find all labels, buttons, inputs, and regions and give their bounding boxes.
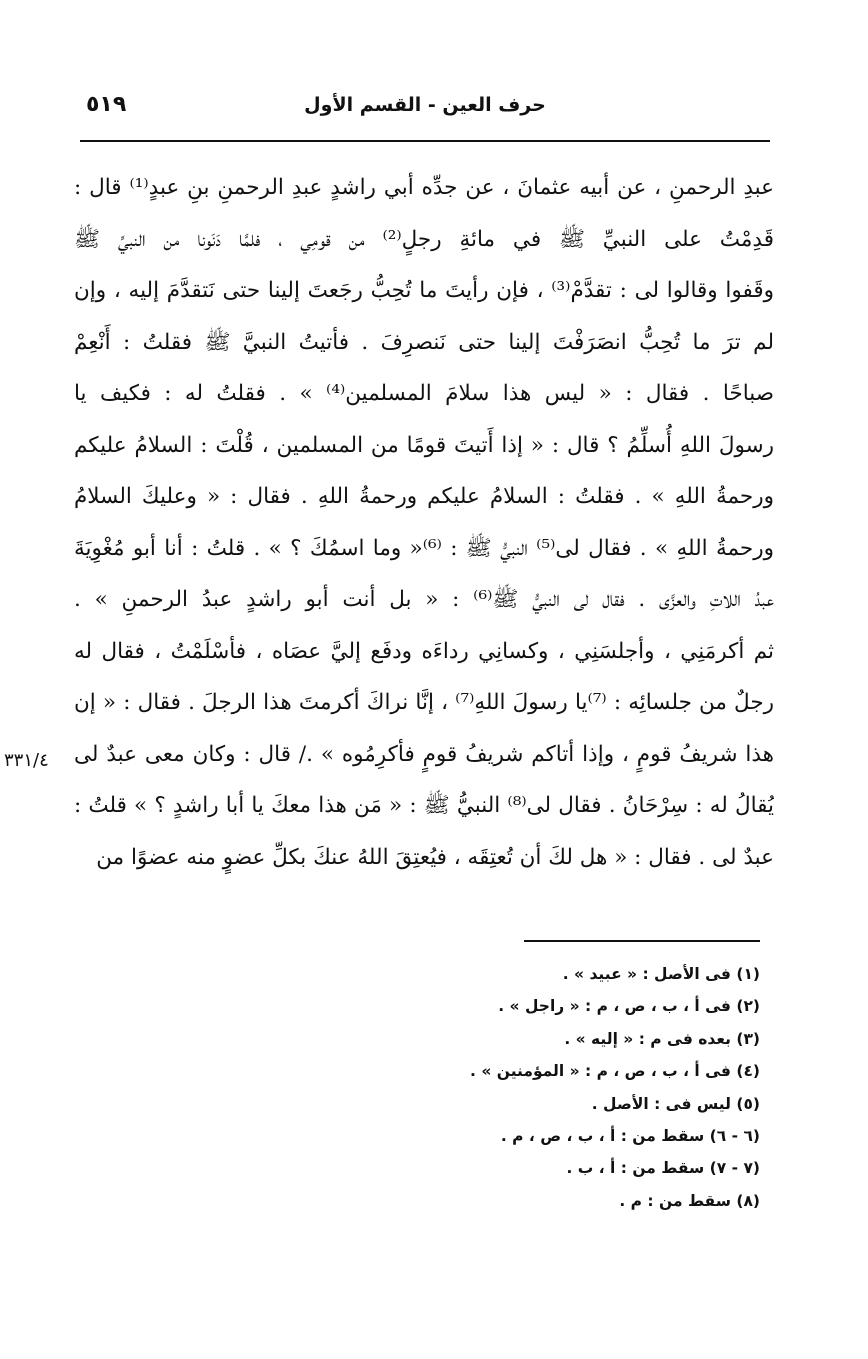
footnote-6: (٦ - ٦) سقط من : أ ، ب ، ص ، م . — [500, 1126, 760, 1145]
page-number: ٥١٩ — [86, 92, 127, 117]
text-line: عبدُ اللاتِ والعزَّى . فقال لى النبيُّ ﷺ⁽⁶⁾ : « بل أنت أبو راشدٍ عبدُ الرحمنِ » . — [74, 587, 774, 612]
footnote-4: (٤) فى أ ، ب ، ص ، م : « المؤمنين » . — [470, 1062, 760, 1081]
text-line: رسولَ اللهِ أُسلِّمُ ؟ قال : « إذا أَتيتَ قومًا من المسلمين ، قُلْتَ : السلامُ عليكم — [74, 432, 774, 458]
text-line: لم ترَ ما تُحِبُّ انصَرَفْتَ إلينا حتى نَنصرِفَ . فأتيتُ النبيَّ ﷺ فقلتُ : أَنْعِمْ — [74, 329, 774, 355]
footnote-8: (٨) سقط من : م . — [619, 1191, 760, 1210]
text-line: عبدٌ لى . فقال : « هل لكَ أن تُعتِقَه ، فيُعتِقَ اللهُ عنكَ بكلِّ عضوٍ منه عضوًا من — [96, 844, 774, 870]
text-line: هذا شريفُ قومٍ ، وإذا أتاكم شريفُ قومٍ فأكرِمُوه » ./ قال : وكان معى عبدٌ لى — [74, 741, 774, 767]
text-line: رجلٌ من جلسائِه : ⁽⁷⁾يا رسولَ اللهِ⁽⁷⁾ ، إنَّا نراكَ أكرمتَ هذا الرجلَ . فقال : « إن — [74, 690, 774, 715]
margin-volume-reference: ٣٣١/٤ — [4, 750, 49, 771]
footnote-5: (٥) ليس فى : الأصل . — [591, 1094, 760, 1113]
header-rule — [80, 140, 770, 142]
footnote-1: (١) فى الأصل : « عبيد » . — [562, 965, 760, 983]
text-line: ورحمةُ اللهِ » . فقلتُ : السلامُ عليكم ورحمةُ اللهِ . فقال : « وعليكَ السلامُ — [74, 484, 774, 509]
text-line: قَدِمْتُ على النبيِّ ﷺ في مائةِ رجلٍ⁽²⁾ من قومِي ، فلمَّا دَنَونا من النبيِّ ﷺ — [74, 226, 774, 252]
text-line: ورحمةُ اللهِ » . فقال لى⁽⁵⁾ النبيُّ ﷺ : ⁽⁶⁾« وما اسمُكَ ؟ » . قلتُ : أنا أبو مُغْوِيَةَ — [74, 535, 774, 561]
text-line: عبدِ الرحمنِ ، عن أبيه عثمانَ ، عن جدِّه أبي راشدٍ عبدِ الرحمنِ بنِ عبدٍ⁽¹⁾ قال : — [74, 175, 774, 200]
text-line: صباحًا . فقال : « ليس هذا سلامَ المسلمين⁽⁴⁾ » . فقلتُ له : فكيف يا — [74, 381, 774, 406]
text-line: يُقالُ له : سِرْحَانُ . فقال لى⁽⁸⁾ النبيُّ ﷺ : « مَن هذا معكَ يا أبا راشدٍ ؟ » قلتُ : — [74, 793, 774, 818]
running-head — [80, 92, 770, 128]
footnote-3: (٣) بعده فى م : « إليه » . — [564, 1029, 760, 1048]
text-line: ثم أكرمَنِي ، وأجلسَنِي ، وكسانِي رداءَه ودفَع إليَّ عصَاه ، فأسْلَمْتُ ، فقال له — [74, 638, 774, 664]
footnote-2: (٢) فى أ ، ب ، ص ، م : « راجل » . — [498, 997, 760, 1016]
header-title: حرف العين - القسم الأول — [304, 94, 546, 116]
footnotes — [300, 958, 760, 1217]
text-line: وقَفوا وقالوا لى : تقدَّمْ⁽³⁾ ، فإن رأيتَ ما تُحِبُّ رجَعتَ إلينا حتى نَتقدَّمَ إليه ، وإن — [74, 278, 774, 303]
main-text — [74, 162, 774, 883]
footnote-rule — [524, 940, 760, 942]
footnote-7: (٧ - ٧) سقط من : أ ، ب . — [566, 1159, 760, 1178]
